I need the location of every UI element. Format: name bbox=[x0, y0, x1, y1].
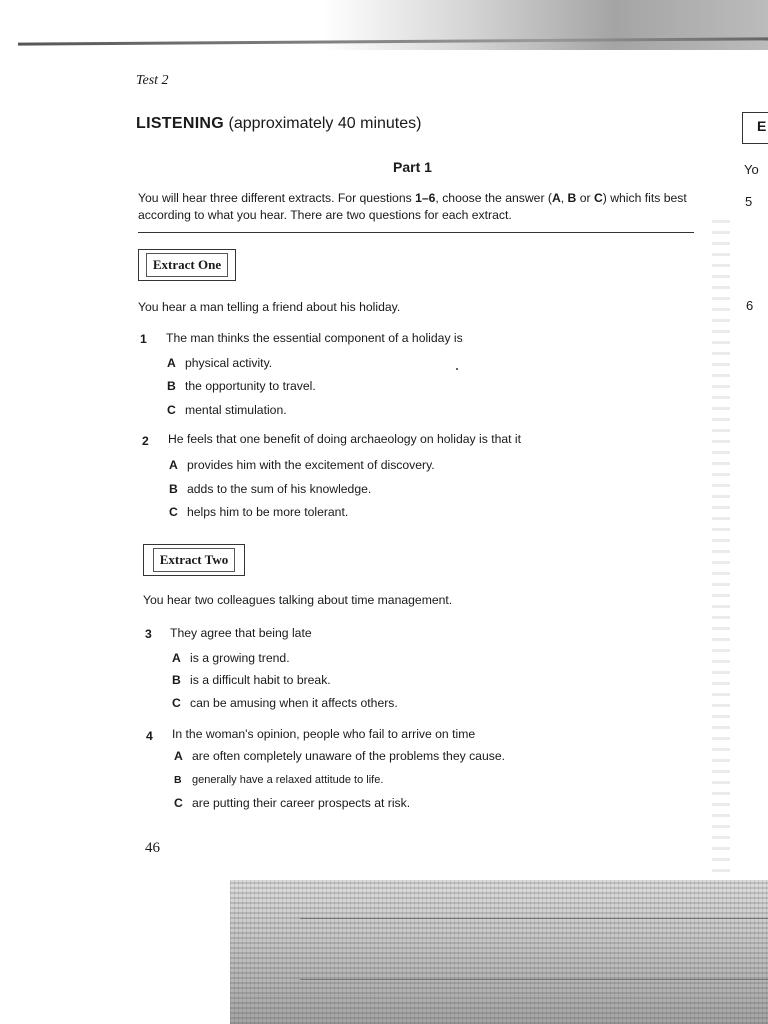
option-text: physical activity. bbox=[185, 356, 273, 370]
facing-page-box-letter: E bbox=[757, 118, 767, 134]
instructions bbox=[138, 190, 700, 224]
divider-rule bbox=[138, 232, 694, 233]
section-title bbox=[136, 115, 421, 133]
instructions-option-a: A bbox=[551, 191, 561, 205]
question-number: 3 bbox=[145, 627, 152, 641]
option-text: helps him to be more tolerant. bbox=[187, 505, 349, 519]
question-stem: He feels that one benefit of doing archaeology on holiday is that it bbox=[168, 432, 521, 446]
instructions-text: You will hear three different extracts. For questions bbox=[138, 191, 416, 205]
instructions-text: or bbox=[576, 191, 594, 205]
option-letter: A bbox=[172, 651, 181, 665]
instructions-text: ) which fits best according to what you hear. There are two questions for each extract. bbox=[138, 191, 687, 222]
option-text: the opportunity to travel. bbox=[185, 379, 316, 393]
part-title: Part 1 bbox=[393, 159, 432, 175]
question-number: 2 bbox=[142, 434, 149, 448]
question-stem: The man thinks the essential component of a holiday is bbox=[166, 331, 463, 345]
facing-page-text: Yo bbox=[744, 162, 759, 177]
instructions-text: , bbox=[560, 191, 568, 205]
option-letter: B bbox=[174, 774, 182, 786]
option-letter: C bbox=[174, 796, 183, 810]
facing-page-question-6: 6 bbox=[746, 298, 754, 313]
option-letter: C bbox=[167, 403, 176, 417]
extract-two-label bbox=[143, 544, 245, 576]
option-letter: C bbox=[172, 696, 181, 710]
extract-two-context: You hear two colleagues talking about time management. bbox=[143, 593, 453, 607]
option-text: adds to the sum of his knowledge. bbox=[187, 482, 372, 496]
option-letter: A bbox=[169, 458, 178, 472]
question-stem: In the woman's opinion, people who fail to arrive on time bbox=[172, 727, 476, 741]
option-letter: B bbox=[172, 673, 181, 687]
test-label: Test 2 bbox=[136, 73, 169, 88]
option-text: mental stimulation. bbox=[185, 403, 287, 417]
instructions-text: , choose the answer ( bbox=[435, 191, 552, 205]
instructions-range: 1–6 bbox=[415, 191, 436, 205]
instructions-option-b: B bbox=[567, 191, 577, 205]
option-text: are often completely unaware of the problems they cause. bbox=[192, 749, 505, 763]
option-letter: A bbox=[174, 749, 183, 763]
option-text: generally have a relaxed attitude to life. bbox=[192, 774, 384, 786]
question-stem: They agree that being late bbox=[170, 626, 312, 640]
option-text: provides him with the excitement of discovery. bbox=[187, 458, 435, 472]
scan-speck bbox=[456, 368, 458, 370]
page-number: 46 bbox=[145, 840, 160, 856]
scan-margin-noise bbox=[712, 220, 730, 880]
option-text: is a growing trend. bbox=[190, 651, 290, 665]
option-letter: C bbox=[169, 505, 178, 519]
section-title-rest: (approximately 40 minutes) bbox=[228, 115, 422, 132]
option-letter: B bbox=[169, 482, 178, 496]
option-letter: A bbox=[167, 356, 176, 370]
option-text: is a difficult habit to break. bbox=[190, 673, 331, 687]
instructions-option-c: C bbox=[593, 191, 603, 205]
facing-page-question-5: 5 bbox=[745, 194, 753, 209]
question-number: 1 bbox=[140, 332, 147, 346]
option-letter: B bbox=[167, 379, 176, 393]
option-text: can be amusing when it affects others. bbox=[190, 696, 398, 710]
extract-one-context: You hear a man telling a friend about his holiday. bbox=[138, 300, 401, 314]
scan-bottom-lines bbox=[300, 918, 768, 980]
extract-two-label-text: Extract Two bbox=[153, 548, 235, 572]
extract-one-label bbox=[138, 249, 236, 281]
section-title-bold: LISTENING bbox=[136, 115, 225, 132]
extract-one-label-text: Extract One bbox=[146, 253, 228, 277]
option-text: are putting their career prospects at risk. bbox=[192, 796, 411, 810]
question-number: 4 bbox=[146, 729, 153, 743]
